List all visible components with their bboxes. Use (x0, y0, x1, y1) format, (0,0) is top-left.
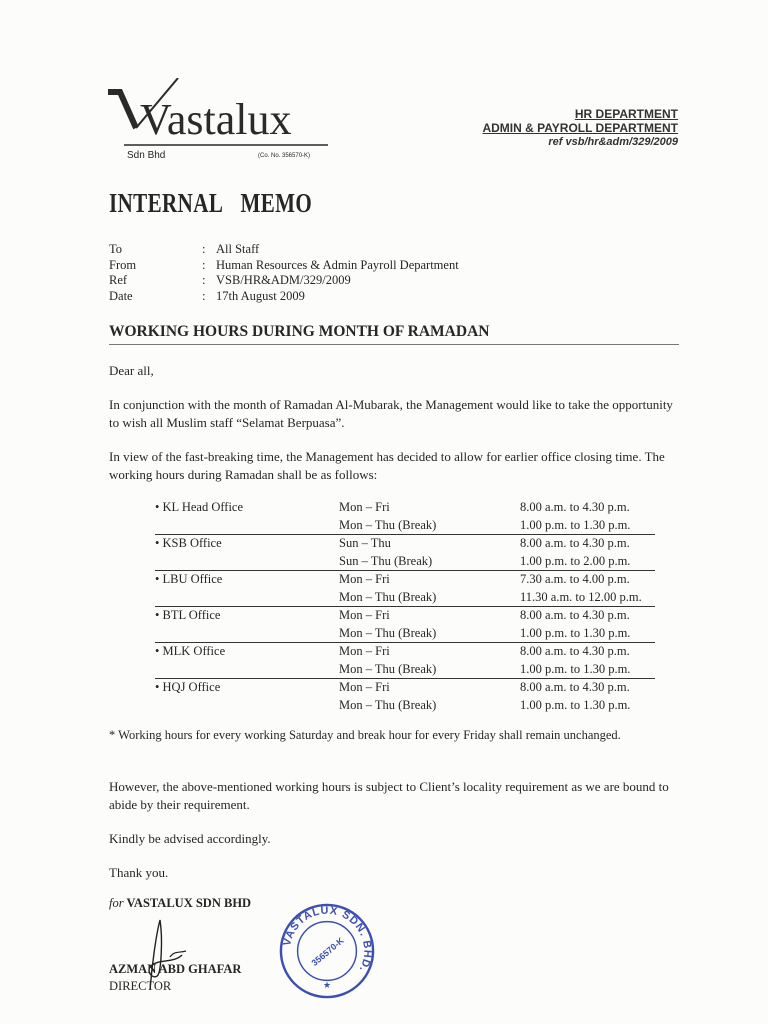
signoff-company-name: VASTALUX SDN BHD (126, 896, 252, 910)
schedule-row (155, 535, 675, 553)
memo-meta (109, 242, 459, 304)
greeting: Dear all, (109, 363, 154, 378)
stamp-center: 356570-K (309, 935, 346, 968)
department-line1: HR DEPARTMENT (574, 107, 678, 121)
thank-you: Thank you. (109, 865, 169, 880)
schedule-time: 8.00 a.m. to 4.30 p.m. (520, 536, 630, 550)
schedule-days: Mon – Fri (339, 680, 390, 694)
schedule-break-row (155, 589, 675, 607)
break-days: Mon – Thu (Break) (339, 697, 437, 712)
office-name: • LBU Office (155, 572, 223, 586)
signatory-title: DIRECTOR (109, 979, 172, 993)
paragraph-1: In conjunction with the month of Ramadan Al-Mubarak, the Management would like to take the opportunity to wish all Muslim staff “Selamat Berpuasa”. (109, 397, 673, 430)
signatory-name: AZMAN ABD GHAFAR (109, 962, 242, 976)
memo-title-word2: MEMO (240, 188, 313, 218)
break-days: Mon – Thu (Break) (339, 589, 437, 604)
schedule-time: 7.30 a.m. to 4.00 p.m. (520, 572, 630, 586)
schedule-break-row (155, 625, 675, 643)
signoff-company (109, 896, 251, 911)
svg-text:VASTALUX SDN. BHD. (281, 905, 373, 975)
schedule-row (155, 643, 675, 661)
break-time: 11.30 a.m. to 12.00 p.m. (520, 589, 642, 604)
paragraph-2: In view of the fast-breaking time, the Management has decided to allow for earlier office closing time. The working hours during Ramadan shall be as follows: (109, 449, 665, 482)
company-sdn-bhd: Sdn Bhd (127, 150, 166, 161)
meta-value: Human Resources & Admin Payroll Department (216, 257, 459, 272)
schedule-row (155, 607, 675, 625)
department-header (482, 107, 678, 149)
working-hours-schedule (155, 499, 675, 714)
memo-title-word1: INTERNAL (109, 188, 224, 218)
signoff-for: for (109, 896, 124, 910)
svg-text:★: ★ (323, 980, 331, 991)
schedule-break-row (155, 517, 675, 535)
schedule-row (155, 679, 675, 697)
break-time: 1.00 p.m. to 1.30 p.m. (520, 697, 631, 712)
meta-value: All Staff (216, 242, 260, 256)
company-logo (106, 78, 336, 148)
advised-line: Kindly be advised accordingly. (109, 831, 271, 846)
meta-row-ref: Ref : VSB/HR&ADM/329/2009 (109, 273, 351, 287)
schedule-days: Mon – Fri (339, 644, 390, 658)
schedule-time: 8.00 a.m. to 4.30 p.m. (520, 500, 630, 514)
company-registration: (Co. No. 356570-K) (258, 153, 311, 159)
office-name: • MLK Office (155, 644, 226, 658)
schedule-break-row (155, 661, 675, 679)
office-name: • HQJ Office (155, 680, 221, 694)
paragraph-3: However, the above-mentioned working hours is subject to Client’s locality requirement as we are bound to abide by their requirement. (109, 779, 669, 812)
company-stamp (278, 902, 376, 1000)
office-name: • BTL Office (155, 608, 221, 622)
break-days: Mon – Thu (Break) (339, 661, 437, 676)
logo-text: Vastalux (140, 95, 292, 144)
schedule-days: Mon – Fri (339, 608, 390, 622)
break-time: 1.00 p.m. to 1.30 p.m. (520, 517, 631, 532)
break-days: Mon – Thu (Break) (339, 625, 437, 640)
schedule-days: Mon – Fri (339, 572, 390, 586)
schedule-time: 8.00 a.m. to 4.30 p.m. (520, 608, 630, 622)
saturday-note: * Working hours for every working Saturday and break hour for every Friday shall remain unchanged. (109, 728, 621, 742)
department-line2: ADMIN & PAYROLL DEPARTMENT (482, 121, 678, 135)
meta-label: From (109, 257, 137, 272)
memo-subject: WORKING HOURS DURING MONTH OF RAMADAN (109, 323, 679, 345)
break-days: Sun – Thu (Break) (339, 553, 433, 568)
meta-row-to: To : All Staff (109, 242, 260, 256)
schedule-break-row (155, 553, 675, 571)
meta-row-date: Date : 17th August 2009 (109, 288, 305, 303)
break-time: 1.00 p.m. to 1.30 p.m. (520, 625, 631, 640)
break-time: 1.00 p.m. to 2.00 p.m. (520, 553, 631, 568)
office-name: • KL Head Office (155, 500, 244, 514)
schedule-break-row (155, 697, 675, 715)
meta-label: Date (109, 288, 133, 303)
department-ref: ref vsb/hr&adm/329/2009 (548, 136, 678, 148)
schedule-days: Sun – Thu (339, 536, 391, 550)
schedule-time: 8.00 a.m. to 4.30 p.m. (520, 644, 630, 658)
memo-title (109, 188, 312, 219)
schedule-days: Mon – Fri (339, 500, 390, 514)
meta-value: 17th August 2009 (216, 288, 305, 303)
meta-label: Ref (109, 273, 128, 287)
meta-value: VSB/HR&ADM/329/2009 (216, 273, 351, 287)
break-days: Mon – Thu (Break) (339, 517, 437, 532)
schedule-row (155, 571, 675, 589)
schedule-time: 8.00 a.m. to 4.30 p.m. (520, 680, 630, 694)
schedule-row (155, 499, 675, 517)
meta-label: To (109, 242, 123, 256)
stamp-text: VASTALUX SDN. BHD. (281, 904, 374, 975)
office-name: • KSB Office (155, 536, 222, 550)
meta-row-from: From : Human Resources & Admin Payroll Department (109, 257, 459, 272)
break-time: 1.00 p.m. to 1.30 p.m. (520, 661, 631, 676)
